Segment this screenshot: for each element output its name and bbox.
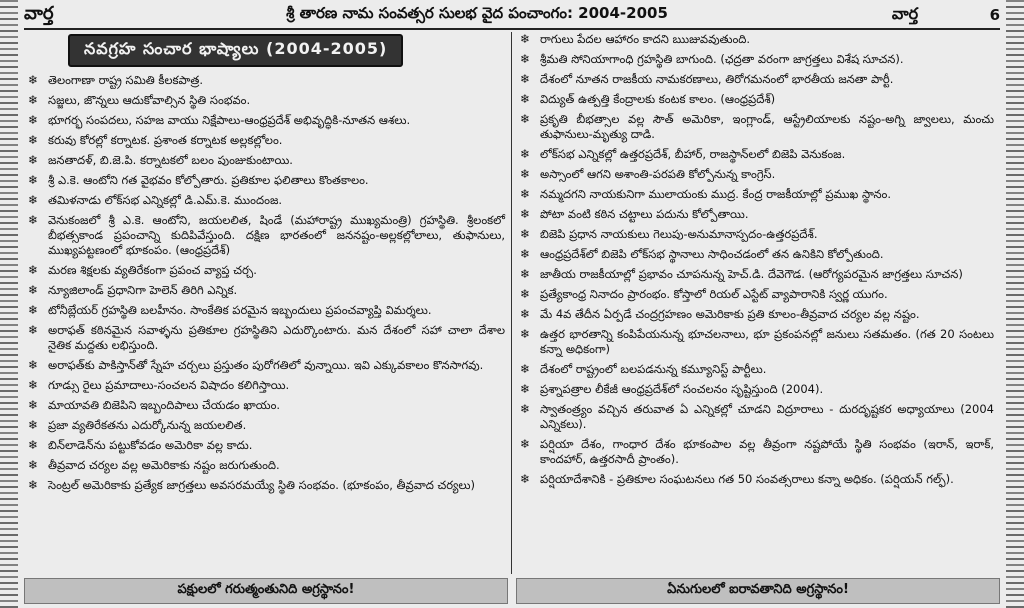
prediction-text: దేశంలో నూతన రాజకీయ నామకరణాలు, తిరోగమనంలో భారతీయ జనతా పార్టీ. — [540, 72, 894, 86]
prediction-text: పోటా వంటి కఠిన చట్టాలు పదును కోల్పోతాయి. — [540, 207, 749, 221]
prediction-item — [520, 92, 994, 107]
prediction-text: సజ్జలు, జొన్నలు ఆదుకోవాల్సిన స్థితి సంభవం. — [48, 93, 251, 107]
prediction-text: పర్షియా దేశం, గాంధార దేశం భూకంపాల వల్ల తీవ్రంగా నష్టపోయే స్థితి సంభవం (ఇరాన్, ఇరాక్, కాందహార్, ఉత్తరసాదీ ప్రాంతం). — [540, 437, 994, 466]
right-prediction-list — [520, 32, 994, 487]
prediction-text: వెనుకంజలో శ్రీ ఎ.కె. ఆంటోని, జయలలిత, షిండే (మహారాష్ట్ర ముఖ్యమంత్రి) గ్రహస్థితి. శ్రీలంకలో బీభత్సకాండ ప్రపంచాన్ని కుదిపివేస్తుంది. దక్షిణ భారతంలో జననష్టం-అల్లకల్లోలాలు, తుఫానులు, ముఖ్యపట్టణంలో భూకంపం. (ఆంధ్రప్రదేశ్) — [48, 213, 505, 257]
prediction-text: మాయావతి బిజెపిని ఇబ్బందిపాలు చేయడం ఖాయం. — [48, 398, 281, 412]
left-prediction-list — [28, 73, 505, 493]
prediction-text: తీవ్రవాద చర్యల వల్ల అమెరికాకు నష్టం జరుగుతుంది. — [48, 458, 280, 472]
prediction-text: ఆంధ్రప్రదేశ్‌లో బిజెపి లోక్‌సభ స్థానాలు సాధించడంలో తన ఉనికిని కోల్పోతుంది. — [540, 247, 884, 261]
prediction-text: అరాఫత్‌కు పాకిస్తాన్‌తో స్నేహ చర్చలు ప్రస్తుతం పురోగతిలో వున్నాయి. ఇవి ఎక్కువకాలం కొనసాగవు. — [48, 358, 484, 372]
snowflake-bullet-icon: ❄ — [28, 418, 39, 432]
page-header — [24, 2, 1000, 30]
prediction-text: ప్రశ్నాపత్రాల లీకేజీ ఆంధ్రప్రదేశ్‌లో సంచలనం సృష్టిస్తుంది (2004). — [540, 382, 824, 396]
snowflake-bullet-icon: ❄ — [520, 187, 531, 201]
footer-slogan-right: ఏనుగులలో ఐరావతానిది అగ్రస్థానం! — [516, 578, 1000, 604]
prediction-text: భూగర్భ సంపదలు, సహజ వాయు నిక్షేపాలు-ఆంధ్రప్రదేశ్ అభివృద్ధికి-నూతన ఆశలు. — [48, 113, 411, 127]
snowflake-bullet-icon: ❄ — [520, 287, 531, 301]
snowflake-bullet-icon: ❄ — [520, 32, 531, 46]
prediction-item — [520, 382, 994, 397]
snowflake-bullet-icon: ❄ — [28, 113, 39, 127]
prediction-item — [28, 153, 505, 168]
prediction-text: టోనీబ్లేయర్ గ్రహస్థితి బలహీనం. సాంకేతిక పరమైన ఇబ్బందులు ప్రపంచవ్యాప్తి విమర్శలు. — [48, 303, 432, 317]
prediction-item — [28, 323, 505, 353]
prediction-item — [28, 478, 505, 493]
snowflake-bullet-icon: ❄ — [28, 358, 39, 372]
decorative-border-right — [1006, 0, 1024, 608]
prediction-text: శ్రీ ఎ.కె. ఆంటోని గత వైభవం కోల్పోతారు. ప్రతికూల ఫలితాలు కొంతకాలం. — [48, 173, 369, 187]
prediction-item — [520, 207, 994, 222]
snowflake-bullet-icon: ❄ — [28, 398, 39, 412]
prediction-text: ప్రకృతి బీభత్సాల వల్ల సౌత్ అమెరికా, ఇంగ్లాండ్, ఆస్ట్రేలియాలకు నష్టం-అగ్ని జ్వాలలు, మంచు తుఫానులు-మృత్యు దాడి. — [540, 112, 994, 141]
snowflake-bullet-icon: ❄ — [28, 438, 39, 452]
prediction-item — [28, 93, 505, 108]
snowflake-bullet-icon: ❄ — [28, 478, 39, 492]
content-columns — [24, 32, 1000, 574]
snowflake-bullet-icon: ❄ — [520, 472, 531, 486]
prediction-item — [28, 213, 505, 258]
snowflake-bullet-icon: ❄ — [28, 193, 39, 207]
prediction-text: శ్రీమతి సోనియాగాంధి గ్రహస్థితి బాగుంది. (ఛద్రతా వరంగా జాగ్రత్తలు విశేష సూచన). — [540, 52, 904, 66]
snowflake-bullet-icon: ❄ — [520, 402, 531, 416]
newspaper-logo-secondary: వార్త — [891, 3, 919, 23]
snowflake-bullet-icon: ❄ — [520, 147, 531, 161]
prediction-item — [520, 287, 994, 302]
prediction-item — [28, 173, 505, 188]
prediction-item — [520, 362, 994, 377]
snowflake-bullet-icon: ❄ — [28, 458, 39, 472]
header-title: శ్రీ తారణ నామ సంవత్సర సులభ వైద పంచాంగం: 2004-2005 — [286, 4, 668, 22]
prediction-item — [28, 358, 505, 373]
prediction-item — [520, 187, 994, 202]
prediction-item — [28, 73, 505, 88]
right-column — [512, 32, 1000, 574]
prediction-text: విద్యుత్ ఉత్పత్తి కేంద్రాలకు కంటక కాలం. (ఆంధ్రప్రదేశ్) — [540, 92, 776, 106]
snowflake-bullet-icon: ❄ — [28, 283, 39, 297]
snowflake-bullet-icon: ❄ — [520, 382, 531, 396]
snowflake-bullet-icon: ❄ — [520, 267, 531, 281]
snowflake-bullet-icon: ❄ — [520, 247, 531, 261]
prediction-text: తెలంగాణా రాష్ట్ర సమితి కీలకపాత్ర. — [48, 73, 204, 87]
prediction-text: లోక్‌సభ ఎన్నికల్లో ఉత్తరప్రదేశ్, బీహార్, రాజస్థాన్‌లలో బిజెపి వెనుకంజ. — [540, 147, 846, 161]
snowflake-bullet-icon: ❄ — [28, 133, 39, 147]
prediction-text: పర్షియాదేశానికి - ప్రతికూల సంఘటనలు గత 50 సంవత్సరాలు కన్నా అధికం. (పర్షియన్ గల్ఫ్). — [540, 472, 954, 486]
newspaper-logo: వార్త — [24, 2, 54, 24]
prediction-item — [28, 193, 505, 208]
prediction-item — [520, 437, 994, 467]
prediction-item — [28, 458, 505, 473]
snowflake-bullet-icon: ❄ — [28, 153, 39, 167]
prediction-item — [520, 72, 994, 87]
snowflake-bullet-icon: ❄ — [28, 323, 39, 337]
prediction-item — [520, 52, 994, 67]
snowflake-bullet-icon: ❄ — [28, 93, 39, 107]
prediction-item — [28, 133, 505, 148]
prediction-text: బిన్‌లాడెన్‌ను పట్టుకోవడం అమెరికా వల్ల కాదు. — [48, 438, 253, 452]
prediction-item — [520, 147, 994, 162]
prediction-item — [520, 167, 994, 182]
prediction-item — [28, 398, 505, 413]
prediction-text: మే 4వ తేదీన ఏర్పడే చంద్రగ్రహణం అమెరికాకు ప్రతి కూలం-తీవ్రవాద చర్యల వల్ల నష్టం. — [540, 307, 920, 321]
prediction-item — [520, 112, 994, 142]
section-banner: నవగ్రహ సంచార భాష్యాలు (2004-2005) — [68, 34, 403, 67]
prediction-text: గూడ్సు రైలు ప్రమాదాలు-సంచలన విషాదం కలిగిస్తాయి. — [48, 378, 290, 392]
prediction-item — [520, 307, 994, 322]
prediction-item — [28, 263, 505, 278]
prediction-text: నమ్మదగని నాయకునిగా ములాయంకు ముద్ర. కేంద్ర రాజకీయాల్లో ప్రముఖ స్థానం. — [540, 187, 892, 201]
prediction-item — [28, 303, 505, 318]
prediction-text: అస్సాంలో ఆగని అశాంతి-పరపతి కోల్పోనున్న కాంగ్రెస్. — [540, 167, 776, 181]
prediction-item — [28, 418, 505, 433]
snowflake-bullet-icon: ❄ — [520, 207, 531, 221]
prediction-text: మరణ శిక్షలకు వ్యతిరేకంగా ప్రపంచ వ్యాప్త చర్చ. — [48, 263, 257, 277]
prediction-text: కరువు కోరల్లో కర్నాటక. ప్రశాంత కర్నాటక అల్లకల్లోలం. — [48, 133, 283, 147]
snowflake-bullet-icon: ❄ — [520, 437, 531, 451]
page-number: 6 — [989, 6, 1000, 24]
snowflake-bullet-icon: ❄ — [28, 173, 39, 187]
snowflake-bullet-icon: ❄ — [28, 263, 39, 277]
snowflake-bullet-icon: ❄ — [520, 92, 531, 106]
footer-slogan-left: పక్షులలో గరుత్మంతునిది అగ్రస్థానం! — [24, 578, 508, 604]
prediction-text: తమిళనాడు లోక్‌సభ ఎన్నికల్లో డి.ఎమ్.కె. ముందంజ. — [48, 193, 282, 207]
prediction-text: సెంట్రల్ అమెరికాకు ప్రత్యేక జాగ్రత్తలు అవసరమయ్యే స్థితి సంభవం. (భూకంపం, తీవ్రవాద చర్యలు) — [48, 478, 475, 492]
prediction-item — [28, 438, 505, 453]
snowflake-bullet-icon: ❄ — [28, 73, 39, 87]
snowflake-bullet-icon: ❄ — [520, 327, 531, 341]
prediction-item — [520, 267, 994, 282]
prediction-item — [520, 247, 994, 262]
prediction-item — [520, 227, 994, 242]
snowflake-bullet-icon: ❄ — [28, 378, 39, 392]
prediction-text: న్యూజిలాండ్ ప్రధానిగా హెలెన్ తిరిగి ఎన్నిక. — [48, 283, 238, 297]
snowflake-bullet-icon: ❄ — [520, 72, 531, 86]
page-footer — [24, 578, 1000, 604]
snowflake-bullet-icon: ❄ — [520, 52, 531, 66]
snowflake-bullet-icon: ❄ — [28, 213, 39, 227]
prediction-text: జాతీయ రాజకీయాల్లో ప్రభావం చూపనున్న హెచ్.డి. దేవెగౌడ. (ఆరోగ్యపరమైన జాగ్రత్తలు సూచన) — [540, 267, 963, 281]
prediction-item — [28, 283, 505, 298]
snowflake-bullet-icon: ❄ — [520, 112, 531, 126]
prediction-text: స్వాతంత్ర్యం వచ్చిన తరువాత ఏ ఎన్నికల్లో చూడని విద్రూరాలు - దురదృష్టకర అధ్యాయాలు (2004 ఎన్నికలు). — [540, 402, 994, 431]
prediction-text: అరాఫత్ కఠినమైన సవాళ్ళను ప్రతికూల గ్రహస్థితిని ఎదుర్కొంటారు. మన దేశంలో సహా చాలా దేశాల నైతిక మద్దతు లభిస్తుంది. — [48, 323, 505, 352]
prediction-item — [28, 378, 505, 393]
prediction-item — [520, 402, 994, 432]
prediction-text: రాగులు పేదల ఆహారం కాదని ఋజువవుతుంది. — [540, 32, 751, 46]
snowflake-bullet-icon: ❄ — [520, 227, 531, 241]
prediction-text: జనతాదళ్, బి.జె.పి. కర్నాటకలో బలం పుంజుకుంటాయి. — [48, 153, 293, 167]
left-column — [24, 32, 512, 574]
snowflake-bullet-icon: ❄ — [520, 362, 531, 376]
prediction-item — [520, 327, 994, 357]
prediction-text: ప్రజా వ్యతిరేకతను ఎదుర్కోనున్న జయలలిత. — [48, 418, 247, 432]
prediction-text: దేశంలో రాష్ట్రంలో బలపడనున్న కమ్యూనిస్ట్ పార్టీలు. — [540, 362, 767, 376]
prediction-text: ప్రత్యేకాంధ్ర నినాదం ప్రారంభం. కోస్తాలో రియల్ ఎస్టేట్ వ్యాపారానికి స్వర్ణ యుగం. — [540, 287, 888, 301]
prediction-text: బిజెపి ప్రధాన నాయకులు గెలుపు-అనుమానాస్పదం-ఉత్తరప్రదేశ్. — [540, 227, 818, 241]
prediction-item — [520, 472, 994, 487]
snowflake-bullet-icon: ❄ — [520, 307, 531, 321]
prediction-text: ఉత్తర భారతాన్ని కంపిపేయనున్న భూచలనాలు, భూ ప్రకంపనల్లో జనులు సతమతం. (గత 20 సంటలు కన్నా అధికంగా) — [540, 327, 994, 356]
prediction-item — [28, 113, 505, 128]
prediction-item — [520, 32, 994, 47]
decorative-border-left — [0, 0, 18, 608]
snowflake-bullet-icon: ❄ — [520, 167, 531, 181]
snowflake-bullet-icon: ❄ — [28, 303, 39, 317]
